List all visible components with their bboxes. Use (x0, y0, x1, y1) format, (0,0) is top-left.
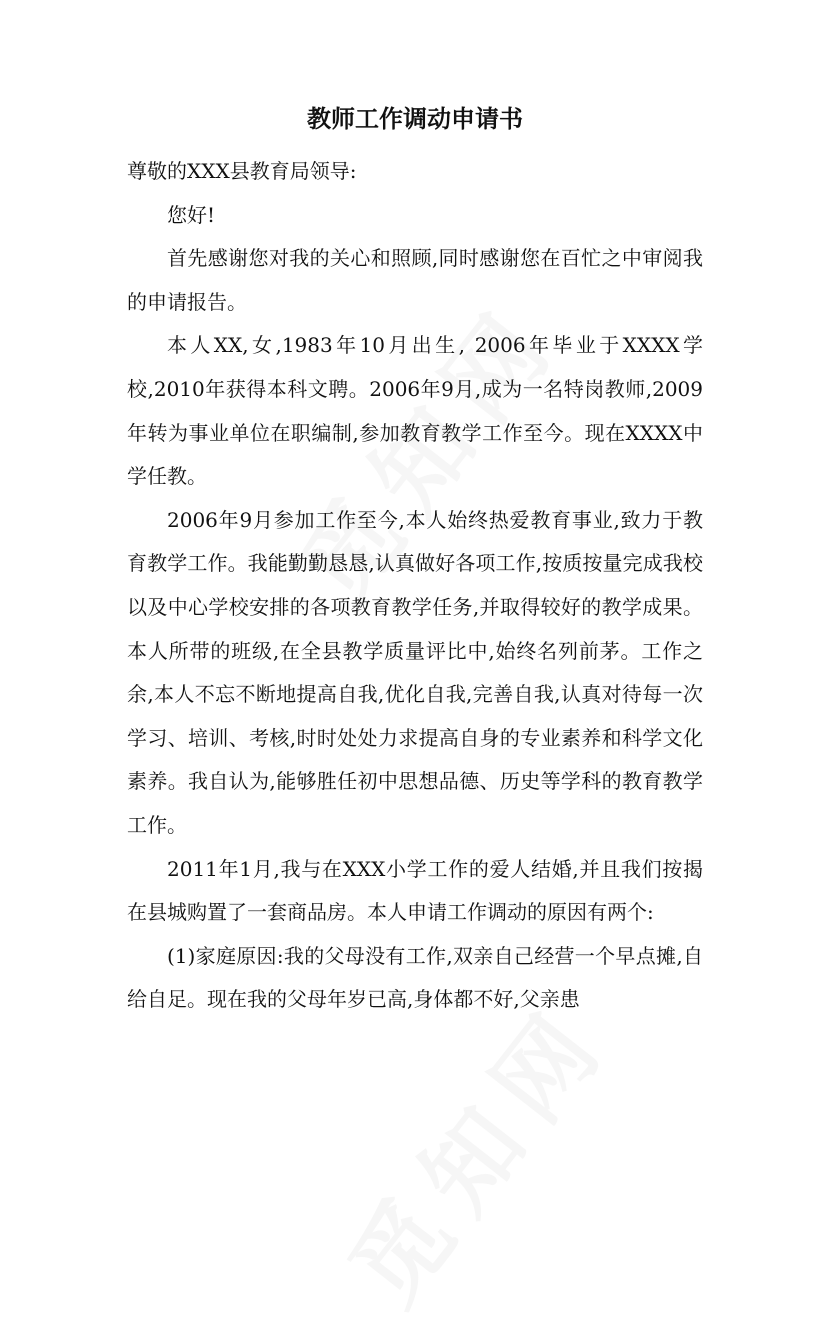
paragraph-self-intro: 本人XX,女,1983年10月出生, 2006年毕业于XXXX学校,2010年获得本科文聘。2006年9月,成为一名特岗教师,2009年转为事业单位在职编制,参加教育教学工作至今。现在XXXX中学任教。 (127, 333, 703, 489)
paragraph-marriage: 2011年1月,我与在XXX小学工作的爱人结婚,并且我们按揭在县城购置了一套商品房。本人申请工作调动的原因有两个: (127, 856, 703, 925)
salutation: 尊敬的XXX县教育局领导: (127, 159, 357, 183)
watermark (313, 969, 635, 1328)
document-title: 教师工作调动申请书 (307, 105, 523, 133)
greeting: 您好! (167, 202, 216, 227)
paragraph-work-record: 2006年9月参加工作至今,本人始终热爱教育事业,致力于教育教学工作。我能勤勤恳恳,认真做好各项工作,按质按量完成我校以及中心学校安排的各项教育教学任务,并取得较好的教学成果。本人所带的班级,在全县教学质量评比中,始终名列前茅。工作之余,本人不忘不断地提高自我,优化自我,完善自我,认真对待每一次学习、培训、考核,时时处处力求提高自身的专业素养和科学文化素养。我自认为,能够胜任初中思想品德、历史等学科的教育教学工作。 (127, 507, 703, 837)
paragraph-thanks: 首先感谢您对我的关心和照顾,同时感谢您在百忙之中审阅我的申请报告。 (127, 246, 703, 314)
document-body (127, 150, 703, 1022)
paragraph-reason-family: (1)家庭原因:我的父母没有工作,双亲自己经营一个早点摊,自给自足。现在我的父母年岁已高,身体都不好,父亲患 (127, 943, 703, 1012)
